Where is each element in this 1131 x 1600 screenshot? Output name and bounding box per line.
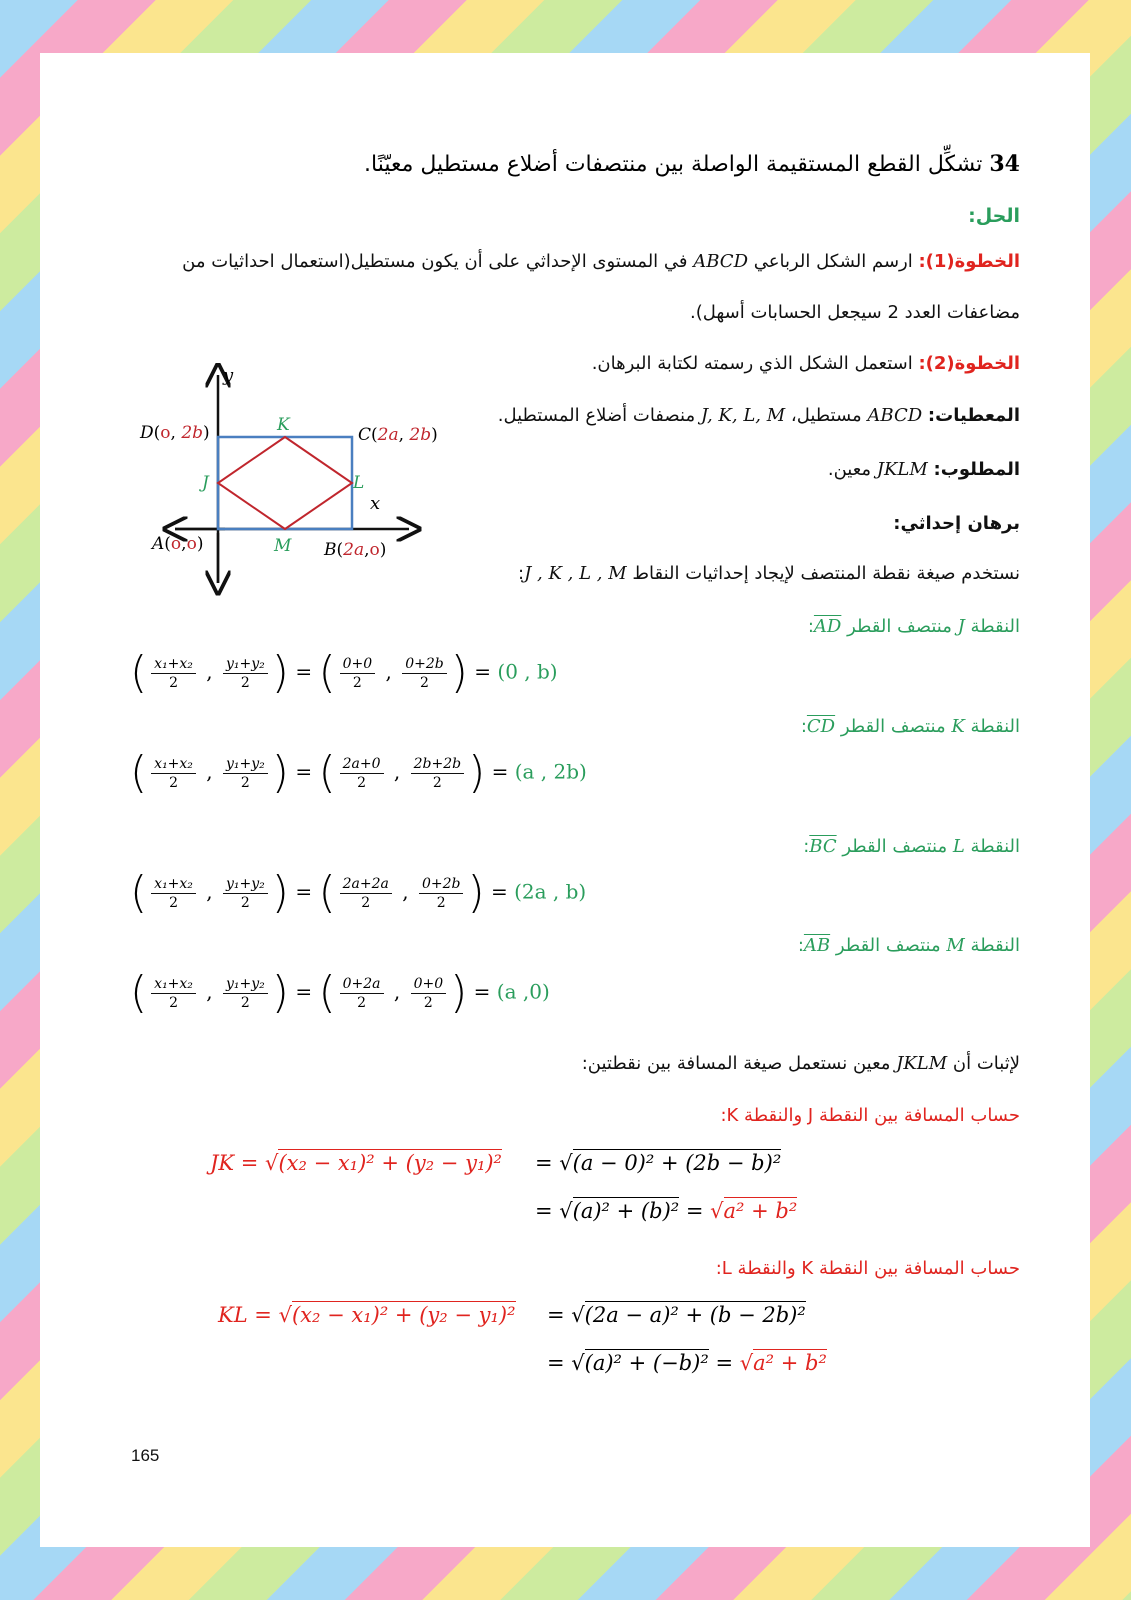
mid-text: منتصف القطر — [847, 616, 952, 637]
label-A-x: o — [170, 534, 182, 554]
midpoint-heading-L — [803, 836, 1020, 857]
label-D — [140, 423, 210, 443]
equals: = — [474, 659, 492, 684]
label-B-name: B — [324, 540, 337, 560]
label-A-open: ( — [164, 534, 171, 554]
distance-kl-heading: حساب المسافة بين النقطة K والنقطة L: — [715, 1258, 1020, 1279]
label-A-sep: , — [181, 534, 187, 554]
proof-intro — [518, 563, 1020, 584]
rhombus-intro — [582, 1053, 1020, 1074]
frac-den: 2 — [352, 674, 362, 691]
label-D-name: D — [140, 423, 154, 443]
proof-heading: برهان إحداثي: — [893, 513, 1020, 534]
comma: , — [385, 659, 392, 684]
rhombus-intro-a: لإثبات أن — [952, 1053, 1020, 1074]
equals: = — [491, 759, 509, 784]
kl-rhs1-radicand: (2a − a)² + (b − 2b)² — [584, 1303, 806, 1327]
equals: = — [295, 879, 313, 904]
step1-text-b: في المستوى الإحداثي على أن يكون مستطيل(استعمال احداثيات من — [182, 251, 688, 272]
frac-x-num: x₁+x₂ — [151, 875, 196, 894]
comma: , — [393, 979, 401, 1004]
distance-jk-heading: حساب المسافة بين النقطة J والنقطة K: — [720, 1105, 1020, 1126]
given-points: J, K, L, M — [700, 405, 786, 426]
label-B-y: o — [369, 540, 380, 560]
label-D-y: 2b — [181, 423, 204, 443]
problem-number: 34 — [989, 151, 1020, 177]
step2-label: الخطوة(2): — [918, 353, 1020, 374]
label-B-sep: , — [364, 540, 370, 560]
label-A-name: A — [152, 534, 165, 554]
kl-final-pre: √ — [739, 1351, 754, 1375]
frac-den: 2 — [240, 774, 250, 791]
mid-seg: AB — [803, 935, 831, 956]
label-K: K — [277, 415, 290, 435]
rectangle-abcd — [218, 437, 352, 529]
midpoint-result-J: (0 , b) — [497, 659, 558, 684]
distance-kl-rhs2 — [547, 1351, 827, 1375]
kl-rhs2-mid: = — [708, 1351, 740, 1375]
rhombus-intro-shape: JKLM — [896, 1053, 948, 1074]
frac-num-1: 2a+0 — [340, 755, 384, 774]
distance-kl-lhs — [218, 1303, 516, 1327]
colon: : — [800, 716, 807, 737]
label-L: L — [353, 473, 365, 493]
frac-y-num: y₁+y₂ — [223, 975, 268, 994]
frac-den: 2 — [169, 894, 178, 911]
problem-text: تشكِّل القطع المستقيمة الواصلة بين منتصفات أضلاع مستطيل معيّنًا. — [364, 152, 983, 177]
frac-num-2: 0+2b — [402, 655, 447, 674]
given-line — [498, 405, 1020, 426]
kl-rhs2-radicand: (a)² + (−b)² — [584, 1351, 709, 1375]
mid-pre: النقطة — [970, 935, 1020, 956]
frac-den: 2 — [169, 674, 178, 691]
frac-den: 2 — [357, 994, 367, 1011]
given-shape: ABCD — [867, 405, 923, 426]
frac-den: 2 — [169, 994, 178, 1011]
midpoint-eq-J: ( $\frac{\text{x₁+x₂}}{2}$ , $\frac{\text{y₁+y₂}}{2}$ ) = ( $\frac{0+0}{2}$ , $\frac{0+2b}{2}$ ) = (0 , b) — [130, 647, 558, 698]
jk-rhs2-radicand: (a)² + (b)² — [572, 1199, 680, 1223]
comma: , — [206, 979, 213, 1004]
kl-final-radicand: a² + b² — [753, 1351, 827, 1375]
label-B-open: ( — [336, 540, 344, 560]
mid-point: K — [951, 716, 965, 737]
step2-line — [592, 353, 1020, 374]
distance-jk-lhs — [210, 1151, 502, 1175]
midpoint-heading-J — [808, 616, 1020, 637]
required-line — [828, 459, 1020, 480]
jk-rhs2-mid: = — [679, 1199, 711, 1223]
midpoint-result-K: (a , 2b) — [514, 759, 587, 784]
label-C-y: 2b — [409, 425, 432, 445]
label-A — [152, 534, 203, 554]
label-C-open: ( — [371, 425, 378, 445]
required-label: المطلوب: — [933, 459, 1020, 480]
required-text: معين. — [827, 459, 872, 480]
midpoint-eq-L: ( $\frac{\text{x₁+x₂}}{2}$ , $\frac{\text{y₁+y₂}}{2}$ ) = ( $\frac{2a+2a}{2}$ , $\frac{0+2b}{2}$ ) = (2a , b) — [130, 867, 587, 918]
label-D-x: o — [160, 423, 171, 443]
frac-num-2: 2b+2b — [411, 755, 464, 774]
kl-lhs: KL = √ — [218, 1303, 292, 1327]
frac-num-2: 0+2b — [419, 875, 464, 894]
midpoint-result-L: (2a , b) — [514, 879, 587, 904]
comma: , — [402, 879, 409, 904]
frac-den: 2 — [436, 894, 446, 911]
problem-statement — [364, 151, 1020, 177]
frac-x-num: x₁+x₂ — [151, 755, 196, 774]
equals: = — [473, 979, 491, 1004]
rhombus-intro-b: معين نستعمل صيغة المسافة بين نقطتين: — [581, 1053, 891, 1074]
proof-intro-points: J , K , L , M — [524, 563, 627, 584]
jk-final-radicand: a² + b² — [723, 1199, 798, 1223]
frac-den: 2 — [361, 894, 371, 911]
mid-text: منتصف القطر — [840, 716, 946, 737]
mid-pre: النقطة — [970, 716, 1020, 737]
mid-text: منتصف القطر — [842, 836, 948, 857]
equals: = — [295, 659, 313, 684]
equals: = — [295, 759, 313, 784]
frac-num-1: 2a+2a — [340, 875, 392, 894]
colon: : — [803, 836, 810, 857]
frac-y-num: y₁+y₂ — [223, 875, 268, 894]
required-shape: JKLM — [876, 459, 928, 480]
frac-den: 2 — [357, 774, 367, 791]
distance-kl-rhs1 — [547, 1303, 806, 1327]
label-C-name: C — [358, 425, 372, 445]
midpoint-heading-M — [798, 935, 1020, 956]
frac-num-2: 0+0 — [411, 975, 447, 994]
label-M: M — [274, 536, 292, 556]
step2-text: استعمل الشكل الذي رسمته لكتابة البرهان. — [591, 353, 913, 374]
frac-x-num: x₁+x₂ — [151, 975, 196, 994]
jk-lhs-radicand: (x₂ − x₁)² + (y₂ − y₁)² — [278, 1151, 502, 1175]
label-D-close: ) — [203, 423, 210, 443]
page-number: 165 — [131, 1446, 160, 1465]
comma: , — [206, 879, 213, 904]
distance-jk-rhs2 — [535, 1199, 797, 1223]
mid-seg: CD — [806, 716, 836, 737]
mid-seg: AD — [813, 616, 842, 637]
frac-den: 2 — [423, 994, 433, 1011]
label-B — [324, 540, 386, 560]
frac-den: 2 — [169, 774, 178, 791]
mid-point: M — [946, 935, 965, 956]
label-B-x: 2a — [343, 540, 365, 560]
label-B-close: ) — [379, 540, 387, 560]
frac-den: 2 — [240, 894, 250, 911]
kl-rhs1-pre: = √ — [547, 1303, 585, 1327]
step1-text-a: ارسم الشكل الرباعي — [753, 251, 913, 272]
distance-jk-rhs1 — [535, 1151, 781, 1175]
given-label: المعطيات: — [927, 405, 1020, 426]
solution-label: الحل: — [968, 205, 1020, 227]
mid-seg: BC — [809, 836, 837, 857]
document-page — [40, 53, 1090, 1547]
axis-label-y: y — [223, 365, 234, 386]
frac-den: 2 — [432, 774, 442, 791]
frac-den: 2 — [240, 994, 250, 1011]
mid-pre: النقطة — [970, 836, 1020, 857]
label-C-x: 2a — [377, 425, 399, 445]
label-A-y: o — [186, 534, 197, 554]
colon: : — [518, 563, 525, 584]
frac-num-1: 0+0 — [340, 655, 376, 674]
colon: : — [797, 935, 804, 956]
frac-x-num: x₁+x₂ — [151, 655, 196, 674]
label-A-close: ) — [196, 534, 204, 554]
mid-point: L — [952, 836, 965, 857]
mid-pre: النقطة — [970, 616, 1020, 637]
jk-final-pre: √ — [710, 1199, 724, 1223]
step1-label: الخطوة(1): — [918, 251, 1020, 272]
frac-den: 2 — [240, 674, 250, 691]
midpoint-heading-K — [801, 716, 1020, 737]
label-D-sep: , — [170, 423, 182, 443]
colon: : — [807, 616, 814, 637]
label-C-sep: , — [398, 425, 410, 445]
label-C — [358, 425, 438, 445]
label-D-open: ( — [153, 423, 161, 443]
kl-rhs2-pre: = √ — [547, 1351, 585, 1375]
frac-den: 2 — [420, 674, 429, 691]
midpoint-eq-K: ( $\frac{\text{x₁+x₂}}{2}$ , $\frac{\text{y₁+y₂}}{2}$ ) = ( $\frac{2a+0}{2}$ , $\frac{2b+2b}{2}$ ) = (a , 2b) — [130, 747, 587, 798]
coordinate-figure — [135, 363, 465, 603]
comma: , — [206, 759, 213, 784]
jk-lhs: JK = √ — [210, 1151, 279, 1175]
proof-intro-text: نستخدم صيغة نقطة المنتصف لإيجاد إحداثيات النقاط — [632, 563, 1020, 584]
kl-lhs-radicand: (x₂ − x₁)² + (y₂ − y₁)² — [291, 1303, 516, 1327]
jk-rhs1-radicand: (a − 0)² + (2b − b)² — [572, 1151, 782, 1175]
step1-line1 — [182, 251, 1020, 272]
equals: = — [490, 879, 508, 904]
comma: , — [206, 659, 213, 684]
mid-point: J — [957, 616, 965, 637]
mid-text: منتصف القطر — [835, 935, 941, 956]
axis-label-x: x — [370, 493, 381, 514]
frac-y-num: y₁+y₂ — [223, 755, 268, 774]
midpoint-eq-M: ( $\frac{\text{x₁+x₂}}{2}$ , $\frac{\text{y₁+y₂}}{2}$ ) = ( $\frac{0+2a}{2}$ , $\frac{0+0}{2}$ ) = (a ,0) — [130, 967, 550, 1018]
label-J: J — [202, 473, 209, 493]
given-text-a: مستطيل، — [790, 405, 862, 426]
given-text-b: منصفات أضلاع المستطيل. — [497, 405, 696, 426]
jk-rhs2-pre: = √ — [535, 1199, 573, 1223]
step1-line2: مضاعفات العدد 2 سيجعل الحسابات أسهل). — [689, 302, 1020, 323]
midpoint-result-M: (a ,0) — [496, 979, 550, 1004]
rhombus-jklm — [218, 437, 352, 529]
frac-y-num: y₁+y₂ — [223, 655, 268, 674]
equals: = — [295, 979, 313, 1004]
step1-shape: ABCD — [693, 251, 749, 272]
comma: , — [393, 759, 401, 784]
jk-rhs1-pre: = √ — [535, 1151, 573, 1175]
label-C-close: ) — [431, 425, 438, 445]
frac-num-1: 0+2a — [340, 975, 384, 994]
